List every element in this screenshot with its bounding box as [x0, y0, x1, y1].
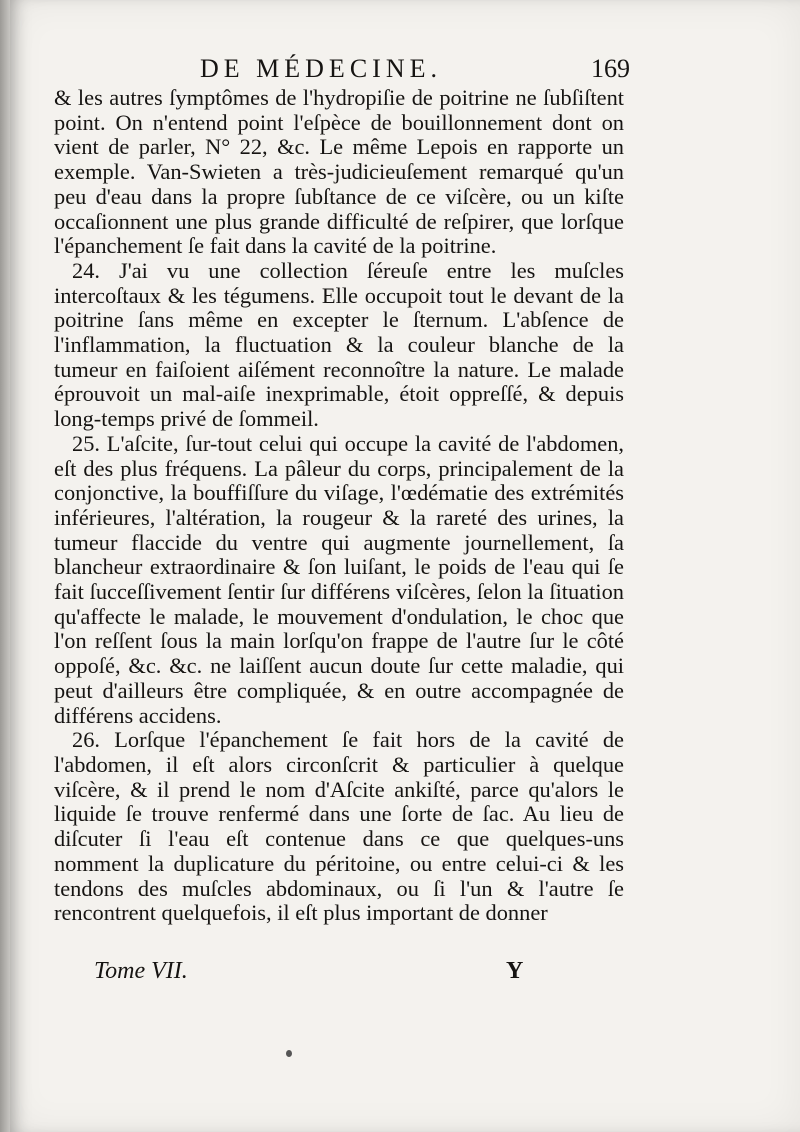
paper-blemish: [286, 1050, 292, 1057]
paragraph-24: 24. J'ai vu une collection ſéreuſe entre les muſcles intercoſtaux & les tégumens. Elle occupoit tout le devant de la poitrine ſans même en excepter le ſternum. L'abſence de l'inflammation, la fluctuation & la couleur blanche de la tumeur en faiſoient aiſément reconnoître la nature. Le malade éprouvoit un mal-aiſe inexprimable, étoit oppreſſé, & depuis long-temps privé de ſommeil.: [54, 257, 624, 432]
page-header: [200, 54, 630, 88]
signature-mark: Y: [506, 958, 524, 984]
page-number: 169: [591, 54, 630, 83]
paragraph-26: 26. Lorſque l'épanchement ſe fait hors de la cavité de l'abdomen, il eſt alors circonſcrit & particulier à quelque viſcère, & il prend le nom d'Aſcite ankiſté, parce qu'alors le liquide ſe trouve renfermé dans une ſorte de ſac. Au lieu de diſcuter ſi l'eau eſt contenue dans ce que quelques-uns nomment la duplicature du péritoine, ou entre celui-ci & les tendons des muſcles abdominaux, ou ſi l'un & l'autre ſe rencontrent quelquefois, il eſt plus important de donner: [54, 727, 624, 926]
page-footer: [94, 958, 534, 992]
body-text: [54, 86, 624, 926]
running-head: DE MÉDECINE.: [200, 54, 442, 83]
volume-label: Tome VII.: [94, 958, 188, 984]
paragraph-continuation: & les autres ſymptômes de l'hydropiſie de poitrine ne ſubſiſtent point. On n'entend point l'eſpèce de bouillonnement dont on vient de parler, N° 22, &c. Le même Lepois en rapporte un exemple. Van-Swieten a très-judicieuſement remarqué qu'un peu d'eau dans la propre ſubſtance de ce viſcère, ou un kiſte occaſionnent une plus grande difficulté de reſpirer, que lorſque l'épanchement ſe fait dans la cavité de la poitrine.: [54, 85, 624, 259]
paragraph-25: 25. L'aſcite, ſur-tout celui qui occupe la cavité de l'abdomen, eſt des plus fréquens. La pâleur du corps, principalement de la conjonctive, la bouffiſſure du viſage, l'œdématie des extrémités inférieures, l'altération, la rougeur & la rareté des urines, la tumeur flaccide du ventre qui augmente journellement, ſa blancheur extraordinaire & ſon luiſant, le poids de l'eau qui ſe fait ſucceſſivement ſentir ſur différens viſcères, ſelon la ſituation qu'affecte le malade, le mouvement d'ondulation, le choc que l'on reſſent ſous la main lorſqu'on frappe de l'autre ſur le côté oppoſé, &c. &c. ne laiſſent aucun doute ſur cette maladie, qui peut d'ailleurs être compliquée, & en outre accompagnée de différens accidens.: [54, 430, 624, 728]
